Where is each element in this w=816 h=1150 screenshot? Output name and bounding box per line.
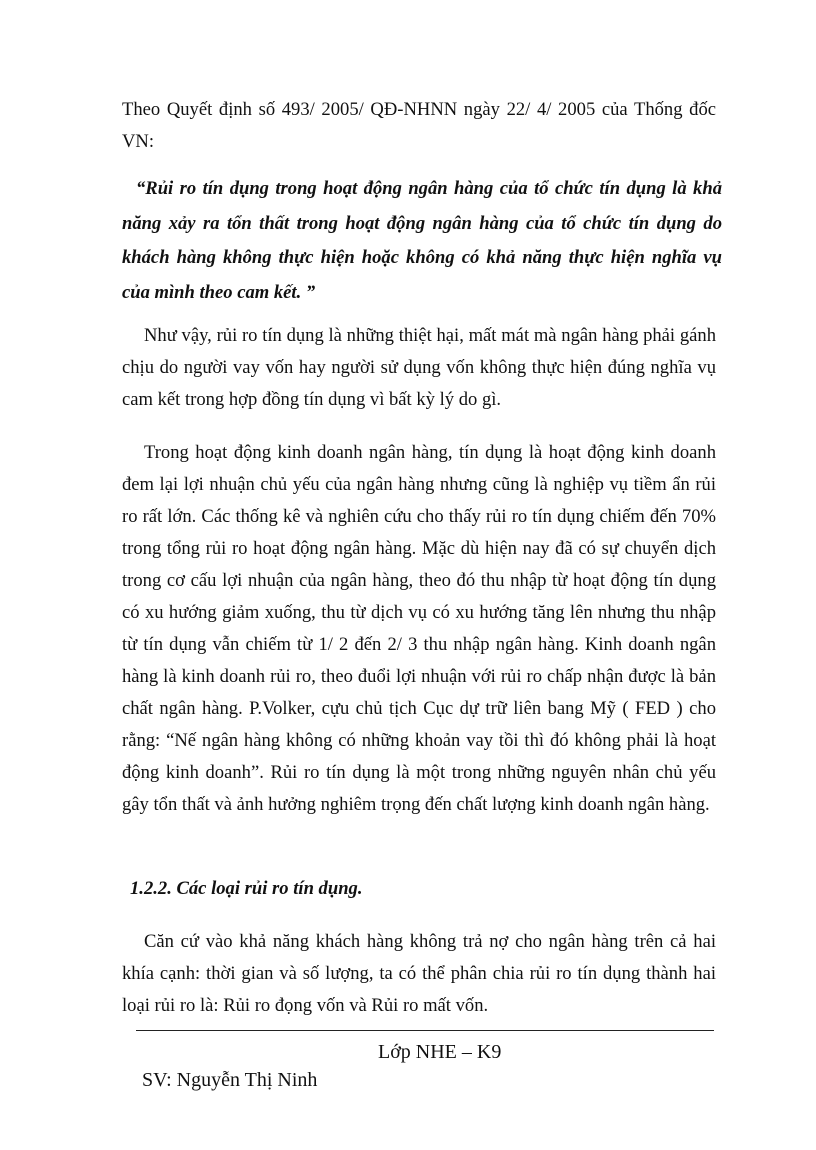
footer-divider xyxy=(136,1030,714,1031)
footer-student-name: SV: Nguyễn Thị Ninh xyxy=(142,1069,318,1091)
section-heading: 1.2.2. Các loại rủi ro tín dụng. xyxy=(130,878,363,899)
quoted-definition: “Rủi ro tín dụng trong hoạt động ngân hàng của tổ chức tín dụng là khả năng xảy ra tổn thất trong hoạt động ngân hàng của tổ chức tín dụng do khách hàng không thực hiện hoặc không có khả năng thực hiện nghĩa vụ của mình theo cam kết. ” xyxy=(122,178,722,303)
body-paragraph-1: Như vậy, rủi ro tín dụng là những thiệt hại, mất mát mà ngân hàng phải gánh chịu do người vay vốn hay người sử dụng vốn không thực hiện đúng nghĩa vụ cam kết trong hợp đồng tín dụng vì bất kỳ lý do gì. xyxy=(122,325,716,410)
page-footer xyxy=(122,1038,502,1150)
footer-class-name: Lớp NHE – K9 xyxy=(378,1041,502,1063)
body-paragraph-3: Căn cứ vào khả năng khách hàng không trả nợ cho ngân hàng trên cả hai khía cạnh: thời gian và số lượng, ta có thể phân chia rủi ro tín dụng thành hai loại rủi ro là: Rủi ro đọng vốn và Rủi ro mất vốn. xyxy=(122,931,716,1016)
intro-paragraph: Theo Quyết định số 493/ 2005/ QĐ-NHNN ngày 22/ 4/ 2005 của Thống đốc VN: xyxy=(122,99,716,152)
body-paragraph-2: Trong hoạt động kinh doanh ngân hàng, tín dụng là hoạt động kinh doanh đem lại lợi nhuận chủ yếu của ngân hàng nhưng cũng là nghiệp vụ tiềm ẩn rủi ro rất lớn. Các thống kê và nghiên cứu cho thấy rủi ro tín dụng chiếm đến 70% trong tổng rủi ro hoạt động ngân hàng. Mặc dù hiện nay đã có sự chuyển dịch trong cơ cấu lợi nhuận của ngân hàng, theo đó thu nhập từ hoạt động tín dụng có xu hướng giảm xuống, thu từ dịch vụ có xu hướng tăng lên nhưng thu nhập từ tín dụng vẫn chiếm từ 1/ 2 đến 2/ 3 thu nhập ngân hàng. Kinh doanh ngân hàng là kinh doanh rủi ro, theo đuổi lợi nhuận với rủi ro chấp nhận được là bản chất ngân hàng. P.Volker, cựu chủ tịch Cục dự trữ liên bang Mỹ ( FED ) cho rằng: “Nế ngân hàng không có những khoản vay tồi thì đó không phải là hoạt động kinh doanh”. Rủi ro tín dụng là một trong những nguyên nhân chủ yếu gây tổn thất và ảnh hưởng nghiêm trọng đến chất lượng kinh doanh ngân hàng. xyxy=(122,442,716,815)
